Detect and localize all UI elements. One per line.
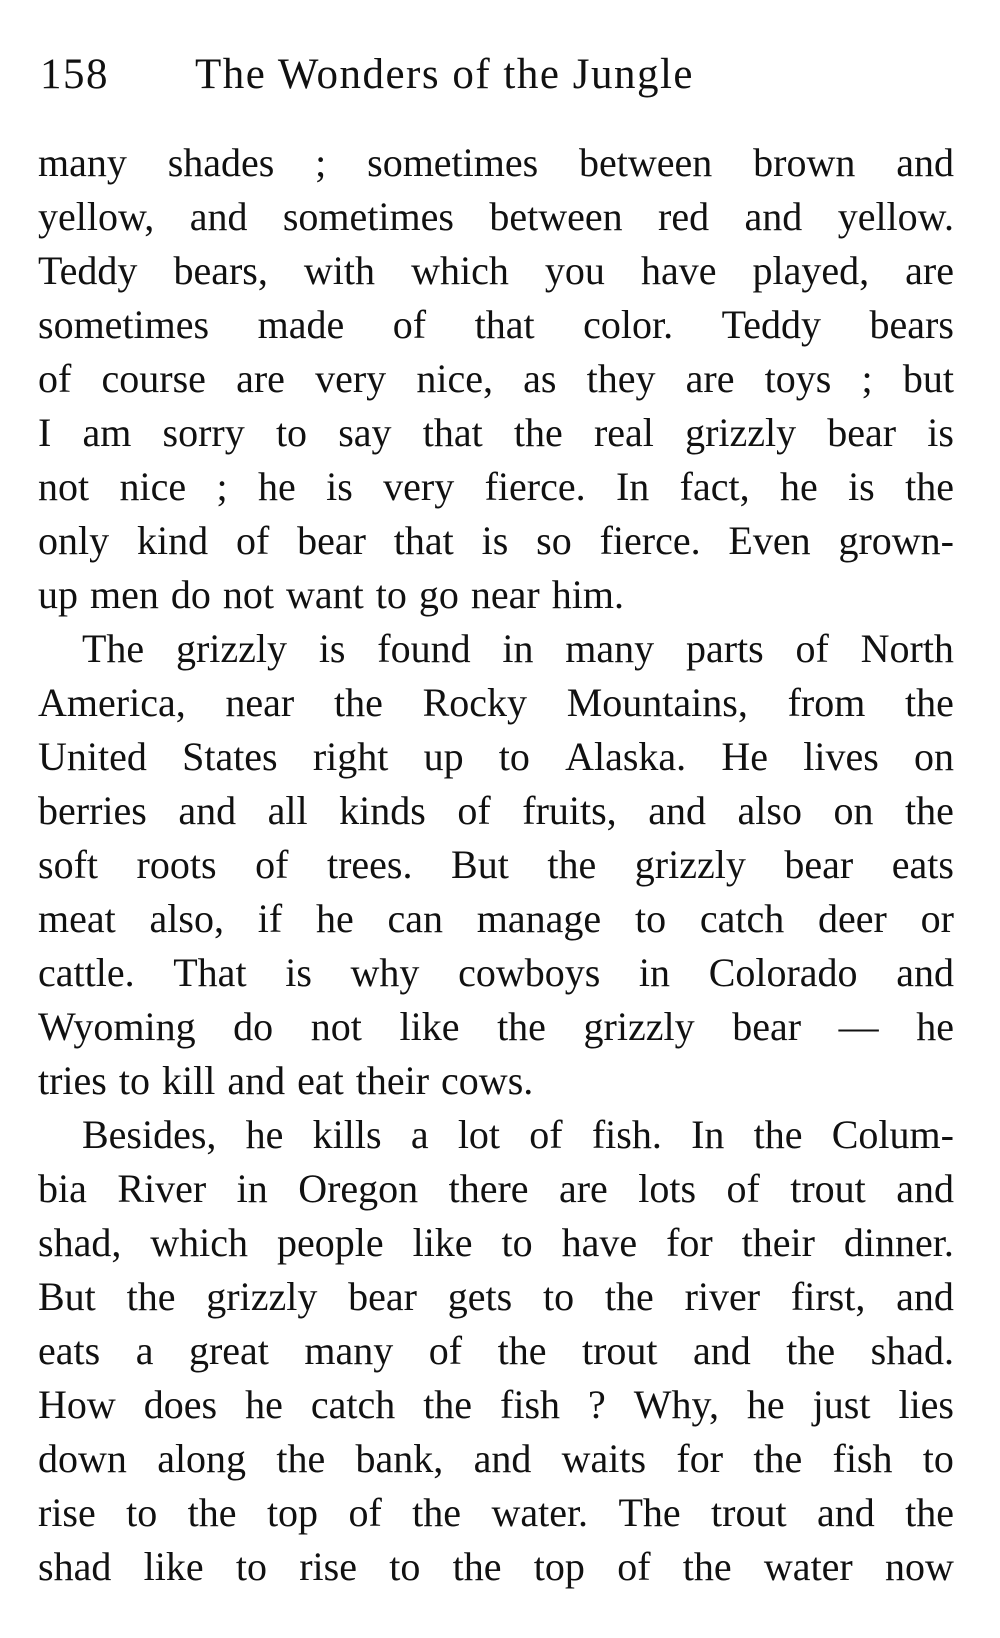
word: he [779, 464, 818, 509]
word: fact, [679, 464, 750, 509]
running-title: The Wonders of the Jungle [195, 51, 694, 98]
word: from [787, 680, 866, 725]
text-line [38, 352, 954, 406]
word: of [457, 788, 491, 833]
word: water [763, 1544, 853, 1589]
word: lies [898, 1382, 954, 1427]
word: fish [832, 1436, 893, 1481]
word: is [848, 464, 875, 509]
word: on [833, 788, 874, 833]
word: he [245, 1382, 283, 1427]
word: color. [583, 302, 674, 347]
text-line [38, 1432, 954, 1486]
word: the [497, 1004, 546, 1049]
text-line [38, 622, 954, 676]
word: — [838, 1004, 879, 1049]
word: bears, [173, 248, 268, 293]
word: is [285, 950, 312, 995]
word: are [236, 356, 285, 401]
word: shad [38, 1544, 112, 1589]
word: and [178, 788, 237, 833]
word: you [544, 248, 605, 293]
word: and [744, 194, 803, 239]
word: In [691, 1112, 725, 1157]
word: that [393, 518, 454, 563]
word: there [448, 1166, 529, 1211]
word: very [383, 464, 455, 509]
word: the [547, 842, 597, 887]
word: he [746, 1382, 785, 1427]
word: soft [38, 842, 98, 887]
word: the [753, 1112, 803, 1157]
word: down [38, 1436, 127, 1481]
word: on [913, 734, 954, 779]
word: say [338, 410, 392, 455]
word: him. [551, 572, 624, 617]
word: fierce. [599, 518, 701, 563]
word: bear [348, 1274, 417, 1319]
word: he [245, 1112, 284, 1157]
word: Rocky [422, 680, 527, 725]
word: He [721, 734, 769, 779]
word: red [658, 194, 710, 239]
word: the [786, 1328, 836, 1373]
word: the [412, 1490, 462, 1535]
word: for [676, 1436, 724, 1481]
book-page [38, 50, 954, 1594]
word: Why, [633, 1382, 719, 1427]
word: trout [790, 1166, 866, 1211]
word: just [812, 1382, 871, 1427]
body-text [38, 136, 954, 1594]
word: a [410, 1112, 429, 1157]
word: so [536, 518, 572, 563]
word: United [38, 734, 147, 779]
text-line [38, 1162, 954, 1216]
word: have [640, 248, 717, 293]
word: Oregon [298, 1166, 419, 1211]
word: to [126, 1490, 158, 1535]
word: meat [38, 896, 116, 941]
word: Teddy [38, 248, 138, 293]
word: that [474, 302, 535, 347]
word: all [267, 788, 308, 833]
word: America, [38, 680, 186, 725]
word: with [303, 248, 376, 293]
word: ? [588, 1382, 606, 1427]
text-line [38, 136, 954, 190]
word: the [753, 1436, 803, 1481]
word: found [377, 626, 471, 671]
page-number: 158 [40, 51, 109, 98]
word: for [666, 1220, 713, 1265]
text-line [38, 244, 954, 298]
word: and [896, 140, 954, 185]
word: near [225, 680, 295, 725]
word: the [187, 1490, 237, 1535]
word: How [38, 1382, 116, 1427]
word: near [470, 572, 540, 617]
word: water. [491, 1490, 589, 1535]
word: many [565, 626, 655, 671]
word: kinds [339, 788, 426, 833]
word: between [489, 194, 623, 239]
word: lot [457, 1112, 501, 1157]
text-line [38, 730, 954, 784]
word: in [236, 1166, 268, 1211]
word: want [286, 572, 364, 617]
word: like [399, 1004, 460, 1049]
word: to [634, 896, 667, 941]
word: berries [38, 788, 147, 833]
word: only [38, 518, 110, 563]
word: Teddy [721, 302, 821, 347]
word: bear [827, 410, 897, 455]
word: Besides, [82, 1112, 217, 1157]
word: and [189, 194, 248, 239]
word: lives [803, 734, 879, 779]
word: Wyoming [38, 1004, 196, 1049]
word: can [387, 896, 444, 941]
word: cows. [441, 1058, 534, 1103]
word: manage [476, 896, 602, 941]
word: dinner. [843, 1220, 954, 1265]
word: also, [149, 896, 224, 941]
word: of [529, 1112, 563, 1157]
word: have [561, 1220, 638, 1265]
word: the [905, 680, 954, 725]
word: grizzly [583, 1004, 695, 1049]
word: sorry [162, 410, 245, 455]
word: I [38, 410, 52, 455]
text-line [38, 514, 954, 568]
word: the [604, 1274, 654, 1319]
text-line [38, 1054, 954, 1108]
word: cattle. [38, 950, 135, 995]
word: But [38, 1274, 96, 1319]
word: ; [315, 140, 327, 185]
word: and [896, 950, 954, 995]
word: do [233, 1004, 274, 1049]
text-line [38, 190, 954, 244]
word: which [150, 1220, 249, 1265]
word: bia [38, 1166, 87, 1211]
text-line [38, 946, 954, 1000]
word: is [318, 626, 346, 671]
word: bears [869, 302, 954, 347]
word: up [423, 734, 464, 779]
word: men [90, 572, 159, 617]
word: and [648, 788, 706, 833]
word: between [579, 140, 713, 185]
word: North [860, 626, 954, 671]
text-line [38, 1270, 954, 1324]
word: to [389, 1544, 421, 1589]
word: their [355, 1058, 430, 1103]
word: or [920, 896, 954, 941]
word: many [38, 140, 127, 185]
word: bear [297, 518, 366, 563]
word: are [558, 1166, 608, 1211]
text-line [38, 676, 954, 730]
word: catch [699, 896, 785, 941]
word: are [685, 356, 735, 401]
word: and [816, 1490, 875, 1535]
word: go [418, 572, 459, 617]
word: to [235, 1544, 267, 1589]
text-line [38, 568, 954, 622]
word: grizzly [206, 1274, 318, 1319]
word: the [333, 680, 383, 725]
text-line [38, 784, 954, 838]
word: along [157, 1436, 247, 1481]
word: great [188, 1328, 269, 1373]
text-line [38, 406, 954, 460]
word: grown- [838, 518, 954, 563]
word: many [304, 1328, 394, 1373]
word: of [348, 1490, 382, 1535]
word: very [315, 356, 387, 401]
word: first, [790, 1274, 866, 1319]
word: Even [728, 518, 811, 563]
word: is [927, 410, 954, 455]
word: the [905, 1490, 954, 1535]
word: the [905, 464, 954, 509]
word: not [38, 464, 90, 509]
word: now [885, 1544, 954, 1589]
word: of [38, 356, 72, 401]
word: real [593, 410, 654, 455]
word: bear [732, 1004, 802, 1049]
word: trees. [326, 842, 413, 887]
word: the [513, 410, 563, 455]
text-line [38, 1324, 954, 1378]
word: the [497, 1328, 547, 1373]
word: of [392, 302, 427, 347]
word: that [422, 410, 483, 455]
word: But [451, 842, 509, 887]
word: in [638, 950, 671, 995]
word: lots [638, 1166, 697, 1211]
word: are [905, 248, 954, 293]
word: ; [861, 356, 873, 401]
word: The [82, 626, 145, 671]
word: right [312, 734, 389, 779]
word: up [38, 572, 78, 617]
word: kill [162, 1058, 216, 1103]
word: also [737, 788, 802, 833]
text-line [38, 838, 954, 892]
word: The [618, 1490, 681, 1535]
word: am [82, 410, 132, 455]
word: grizzly [175, 626, 288, 671]
word: not [310, 1004, 362, 1049]
word: catch [310, 1382, 396, 1427]
word: cowboys [458, 950, 601, 995]
word: is [326, 464, 353, 509]
word: course [101, 356, 206, 401]
word: waits [561, 1436, 647, 1481]
word: States [182, 734, 278, 779]
word: deer [818, 896, 887, 941]
word: the [452, 1544, 502, 1589]
word: he [315, 896, 354, 941]
word: to [118, 1058, 150, 1103]
word: shad. [870, 1328, 954, 1373]
word: to [275, 410, 308, 455]
text-line [38, 1378, 954, 1432]
text-line [38, 892, 954, 946]
word: a [135, 1328, 154, 1373]
word: of [617, 1544, 651, 1589]
word: grizzly [685, 410, 797, 455]
word: nice [119, 464, 187, 509]
word: sometimes [282, 194, 454, 239]
word: which [411, 248, 509, 293]
word: not [222, 572, 274, 617]
word: yellow. [837, 194, 954, 239]
word: River [117, 1166, 207, 1211]
word: In [615, 464, 650, 509]
word: nice, [416, 356, 493, 401]
text-line [38, 1486, 954, 1540]
word: eat [297, 1058, 344, 1103]
word: kind [136, 518, 209, 563]
word: and [473, 1436, 532, 1481]
word: eats [891, 842, 954, 887]
word: do [170, 572, 211, 617]
word: in [502, 626, 534, 671]
word: to [922, 1436, 954, 1481]
word: they [586, 356, 656, 401]
word: rise [38, 1490, 96, 1535]
word: trout [581, 1328, 658, 1373]
word: as [523, 356, 557, 401]
text-line [38, 460, 954, 514]
word: kills [312, 1112, 382, 1157]
word: rise [299, 1544, 357, 1589]
word: Alaska. [565, 734, 687, 779]
word: ; [216, 464, 228, 509]
word: That [173, 950, 247, 995]
word: he [257, 464, 296, 509]
word: shad, [38, 1220, 122, 1265]
word: eats [38, 1328, 101, 1373]
word: Colum- [831, 1112, 954, 1157]
text-line [38, 1216, 954, 1270]
word: trout [711, 1490, 787, 1535]
word: their [741, 1220, 815, 1265]
word: fish. [591, 1112, 662, 1157]
word: played, [752, 248, 870, 293]
word: of [235, 518, 270, 563]
word: like [412, 1220, 473, 1265]
word: sometimes [38, 302, 210, 347]
text-line [38, 298, 954, 352]
word: toys [764, 356, 832, 401]
word: but [902, 356, 954, 401]
word: brown [753, 140, 856, 185]
word: like [143, 1544, 204, 1589]
word: to [375, 572, 407, 617]
word: the [423, 1382, 473, 1427]
word: river [684, 1274, 761, 1319]
text-line [38, 1000, 954, 1054]
word: fierce. [484, 464, 586, 509]
word: made [257, 302, 345, 347]
word: yellow, [38, 194, 155, 239]
word: fruits, [522, 788, 617, 833]
word: the [126, 1274, 176, 1319]
word: is [481, 518, 509, 563]
word: bank, [355, 1436, 444, 1481]
page-header [38, 50, 954, 120]
word: people [277, 1220, 384, 1265]
word: top [266, 1490, 319, 1535]
word: Colorado [708, 950, 858, 995]
word: of [795, 626, 829, 671]
word: he [916, 1004, 954, 1049]
word: of [428, 1328, 463, 1373]
word: to [501, 1220, 533, 1265]
word: to [498, 734, 530, 779]
word: of [726, 1166, 760, 1211]
word: shades [167, 140, 275, 185]
word: why [350, 950, 420, 995]
word: and [227, 1058, 286, 1103]
word: tries [38, 1058, 107, 1103]
word: Mountains, [566, 680, 748, 725]
word: gets [447, 1274, 513, 1319]
word: the [905, 788, 954, 833]
word: and [693, 1328, 751, 1373]
word: does [143, 1382, 218, 1427]
word: the [682, 1544, 732, 1589]
word: bear [784, 842, 854, 887]
word: top [533, 1544, 585, 1589]
word: and [896, 1274, 954, 1319]
word: fish [500, 1382, 561, 1427]
word: grizzly [634, 842, 746, 887]
word: parts [685, 626, 764, 671]
word: roots [136, 842, 217, 887]
word: to [542, 1274, 575, 1319]
word: the [276, 1436, 326, 1481]
text-line [38, 1108, 954, 1162]
word: of [255, 842, 289, 887]
word: if [257, 896, 283, 941]
word: sometimes [367, 140, 539, 185]
text-line [38, 1540, 954, 1594]
word: and [896, 1166, 954, 1211]
